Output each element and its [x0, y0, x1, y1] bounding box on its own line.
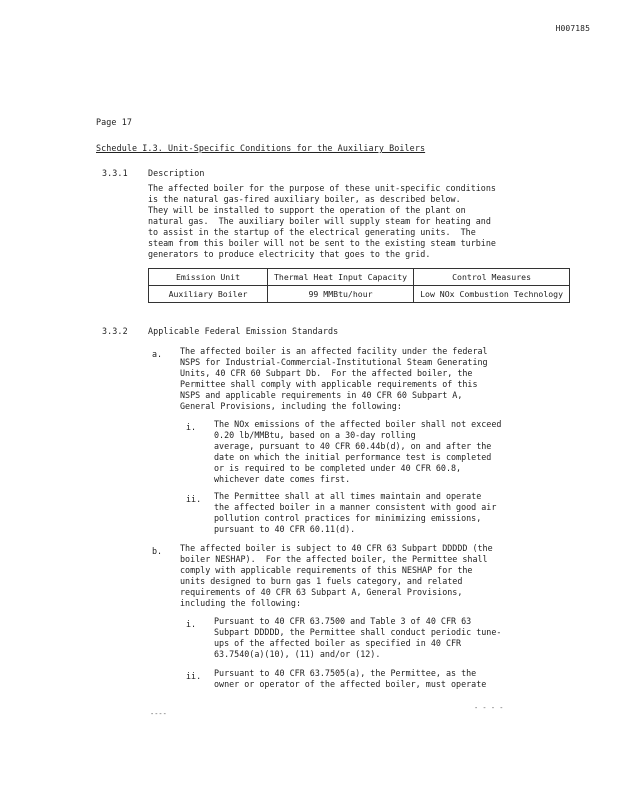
- section-2-number: 3.3.2: [102, 326, 128, 336]
- text-line: average, pursuant to 40 CFR 60.44b(d), on and after the: [214, 441, 492, 451]
- footer-right-mark: - - - -: [474, 704, 504, 712]
- text-line: the affected boiler in a manner consistent with good air: [214, 502, 497, 512]
- text-line: date on which the initial performance test is completed: [214, 452, 492, 462]
- footer-left-mark: ----: [150, 710, 167, 718]
- item-b-ii-text: [214, 668, 486, 690]
- text-line: 63.7540(a)(10), (11) and/or (12).: [214, 649, 381, 659]
- text-line: whichever date comes first.: [214, 474, 351, 484]
- text-line: owner or operator of the affected boiler, must operate: [214, 679, 487, 689]
- text-line: units designed to burn gas 1 fuels category, and related: [180, 576, 463, 586]
- text-line: Units, 40 CFR 60 Subpart Db. For the affected boiler, the: [180, 368, 473, 378]
- section-2-title: Applicable Federal Emission Standards: [148, 326, 339, 336]
- text-line: Pursuant to 40 CFR 63.7505(a), the Permittee, as the: [214, 668, 477, 678]
- page-label: Page 17: [96, 117, 132, 127]
- item-a-marker: a.: [152, 349, 163, 359]
- text-line: Subpart DDDDD, the Permittee shall conduct periodic tune-: [214, 627, 502, 637]
- text-line: generators to produce electricity that goes to the grid.: [148, 249, 431, 259]
- text-line: boiler NESHAP). For the affected boiler, the Permittee shall: [180, 554, 488, 564]
- text-line: The Permittee shall at all times maintain and operate: [214, 491, 482, 501]
- table-header-cell: Thermal Heat Input Capacity: [268, 269, 414, 286]
- text-line: is the natural gas-fired auxiliary boiler, as described below.: [148, 194, 461, 204]
- text-line: The affected boiler is an affected facility under the federal: [180, 346, 488, 356]
- text-line: 0.20 lb/MMBtu, based on a 30-day rolling: [214, 430, 416, 440]
- text-line: including the following:: [180, 598, 302, 608]
- item-b-i-marker: i.: [186, 619, 197, 629]
- emission-unit-table: [148, 268, 570, 303]
- table-row: [149, 286, 570, 303]
- text-line: General Provisions, including the following:: [180, 401, 402, 411]
- text-line: The affected boiler is subject to 40 CFR 63 Subpart DDDDD (the: [180, 543, 493, 553]
- item-a-ii-marker: ii.: [186, 494, 202, 504]
- text-line: They will be installed to support the operation of the plant on: [148, 205, 466, 215]
- table-cell: Low NOx Combustion Technology: [414, 286, 570, 303]
- text-line: to assist in the startup of the electrical generating units. The: [148, 227, 476, 237]
- text-line: NSPS for Industrial-Commercial-Institutional Steam Generating: [180, 357, 488, 367]
- section-1-title: Description: [148, 168, 205, 178]
- item-b-ii-marker: ii.: [186, 671, 202, 681]
- item-b-text: [180, 543, 493, 609]
- text-line: Pursuant to 40 CFR 63.7500 and Table 3 of 40 CFR 63: [214, 616, 472, 626]
- text-line: natural gas. The auxiliary boiler will supply steam for heating and: [148, 216, 491, 226]
- item-a-i-marker: i.: [186, 422, 197, 432]
- text-line: pollution control practices for minimizing emissions,: [214, 513, 482, 523]
- item-b-i-text: [214, 616, 501, 660]
- table-header-cell: Emission Unit: [149, 269, 268, 286]
- text-line: Permittee shall comply with applicable requirements of this: [180, 379, 478, 389]
- text-line: ups of the affected boiler as specified in 40 CFR: [214, 638, 462, 648]
- section-1-number: 3.3.1: [102, 168, 128, 178]
- text-line: The affected boiler for the purpose of these unit-specific conditions: [148, 183, 496, 193]
- table-header-cell: Control Measures: [414, 269, 570, 286]
- text-line: NSPS and applicable requirements in 40 CFR 60 Subpart A,: [180, 390, 463, 400]
- table-cell: 99 MMBtu/hour: [268, 286, 414, 303]
- text-line: or is required to be completed under 40 CFR 60.8,: [214, 463, 462, 473]
- text-line: pursuant to 40 CFR 60.11(d).: [214, 524, 356, 534]
- item-a-i-text: [214, 419, 501, 485]
- table-header-row: [149, 269, 570, 286]
- document-id: H007185: [555, 24, 590, 33]
- item-a-text: [180, 346, 488, 412]
- section-1-description: [148, 183, 496, 260]
- text-line: The NOx emissions of the affected boiler shall not exceed: [214, 419, 502, 429]
- text-line: requirements of 40 CFR 63 Subpart A, General Provisions,: [180, 587, 463, 597]
- item-b-marker: b.: [152, 546, 163, 556]
- text-line: steam from this boiler will not be sent to the existing steam turbine: [148, 238, 496, 248]
- item-a-ii-text: [214, 491, 496, 535]
- table-cell: Auxiliary Boiler: [149, 286, 268, 303]
- text-line: comply with applicable requirements of this NESHAP for the: [180, 565, 473, 575]
- schedule-title: Schedule I.3. Unit-Specific Conditions for the Auxiliary Boilers: [96, 143, 426, 153]
